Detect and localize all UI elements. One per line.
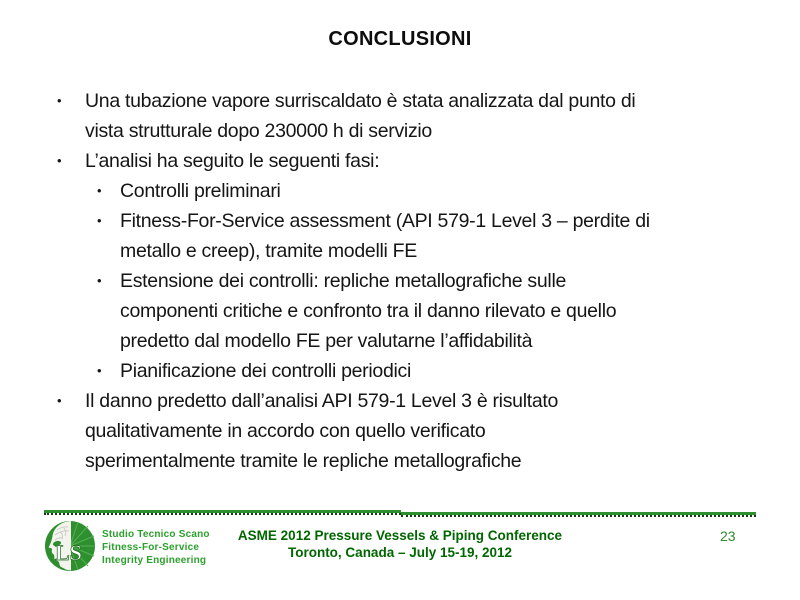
bullet-line: Controlli preliminari (120, 180, 281, 202)
bullet-item (0, 386, 800, 476)
bullet-marker: • (97, 213, 102, 228)
sub-bullet-item (0, 176, 800, 206)
slide-title: CONCLUSIONI (328, 28, 472, 50)
conference-location-date: Toronto, Canada – July 15-19, 2012 (287, 545, 513, 560)
bullet-line: L’analisi ha seguito le seguenti fasi: (85, 150, 380, 172)
bullet-item (0, 146, 800, 176)
bullet-marker: • (57, 93, 62, 108)
bullet-line: qualitativamente in accordo con quello verificato (85, 420, 486, 442)
sub-bullet-item (0, 206, 800, 266)
slide-content (0, 86, 800, 476)
bullet-line: Pianificazione dei controlli periodici (120, 360, 412, 382)
bullet-line: Fitness-For-Service assessment (API 579-1 Level 3 – perdite di (120, 210, 650, 232)
slide-footer (0, 518, 800, 588)
bullet-marker: • (97, 363, 102, 378)
conference-title: ASME 2012 Pressure Vessels & Piping Conference (237, 528, 563, 543)
bullet-line: Una tubazione vapore surriscaldato è stata analizzata dal punto di (85, 90, 636, 112)
footer-divider-left (44, 510, 401, 513)
company-info (102, 528, 210, 567)
sub-bullet-item (0, 266, 800, 356)
conference-info (200, 527, 600, 561)
svg-text:LS: LS (55, 540, 82, 565)
bullet-line: metallo e creep), tramite modelli FE (120, 240, 417, 262)
sub-bullet-item (0, 356, 800, 386)
bullet-line: predetto dal modello FE per valutarne l’affidabilità (120, 330, 533, 352)
company-info-line: Studio Tecnico Scano (102, 529, 210, 540)
company-info-line: Fitness-For-Service (102, 542, 200, 553)
bullet-line: vista strutturale dopo 230000 h di servizio (85, 120, 432, 142)
page-number: 23 (720, 528, 736, 544)
company-info-line: Integrity Engineering (102, 555, 207, 566)
bullet-line: sperimentalmente tramite le repliche metallografiche (85, 450, 522, 472)
bullet-item (0, 86, 800, 146)
bullet-line: componenti critiche e confronto tra il danno rilevato e quello (120, 300, 617, 322)
bullet-marker: • (57, 153, 62, 168)
ls-logo-graphic (44, 520, 96, 572)
footer-divider-right (401, 512, 756, 515)
bullet-marker: • (97, 183, 102, 198)
bullet-line: Estensione dei controlli: repliche metallografiche sulle (120, 270, 567, 292)
bullet-line: Il danno predetto dall’analisi API 579-1 Level 3 è risultato (85, 390, 559, 412)
bullet-marker: • (97, 273, 102, 288)
ls-logo (44, 520, 96, 572)
bullet-marker: • (57, 393, 62, 408)
